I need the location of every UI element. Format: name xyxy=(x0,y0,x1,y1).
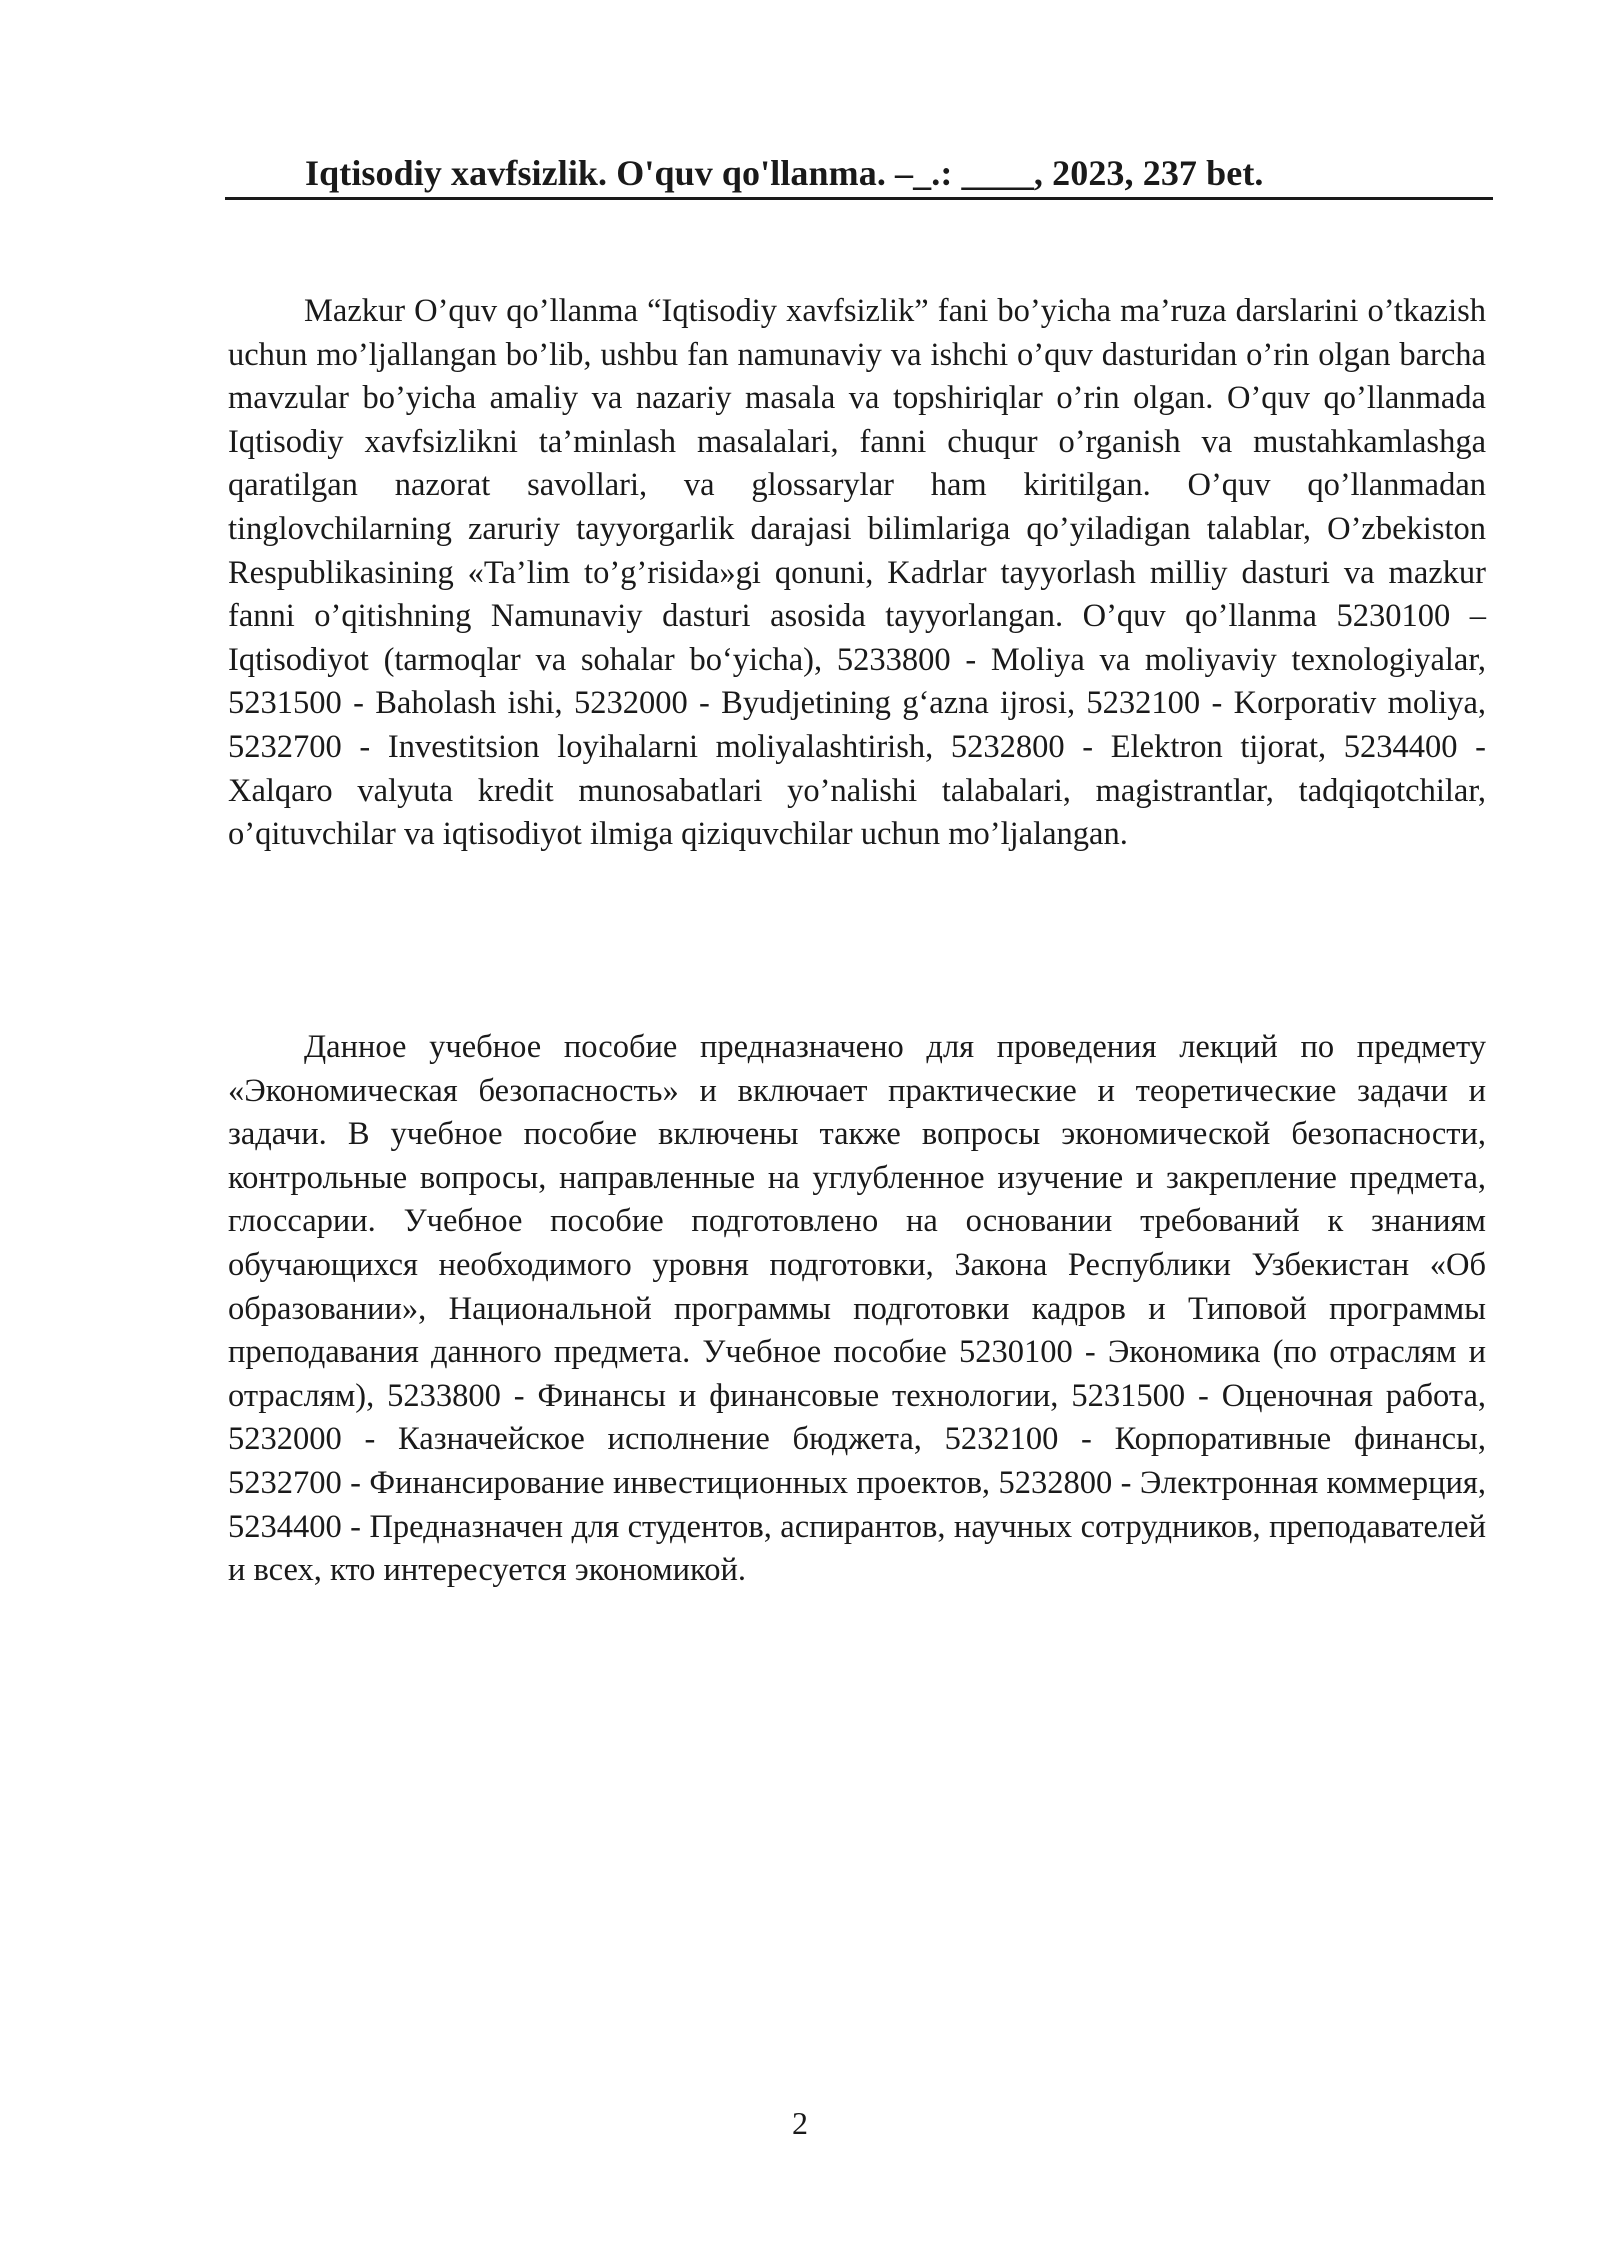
abstract-russian-paragraph: Данное учебное пособие предназначено для проведения лекций по предмету «Экономическая безопасность» и включает практические и теоретические задачи и задачи. В учебное пособие включены также вопросы экономической безопасности, контрольные вопросы, направленные на углубленное изучение и закрепление предмета, глоссарии. Учебное пособие подготовлено на основании требований к знаниям обучающихся необходимого уровня подготовки, Закона Республики Узбекистан «Об образовании», Национальной программы подготовки кадров и Типовой программы преподавания данного предмета. Учебное пособие 5230100 - Экономика (по отраслям и отраслям), 5233800 - Финансы и финансовые технологии, 5231500 - Оценочная работа, 5232000 - Казначейское исполнение бюджета, 5232100 - Корпоративные финансы, 5232700 - Финансирование инвестиционных проектов, 5232800 - Электронная коммерция, 5234400 - Предназначен для студентов, аспирантов, научных сотрудников, преподавателей и всех, кто интересуется экономикой. xyxy=(228,1029,1486,1589)
page-number: 2 xyxy=(792,2105,808,2141)
book-citation-header: Iqtisodiy xavfsizlik. O'quv qo'llanma. –_.: ____, 2023, 237 bet. xyxy=(305,153,1264,193)
abstract-uzbek-paragraph: Mazkur O’quv qo’llanma “Iqtisodiy xavfsizlik” fani bo’yicha ma’ruza darslarini o’tkazish uchun mo’ljallangan bo’lib, ushbu fan namunaviy va ishchi o’quv dasturidan o’rin olgan barcha mavzular bo’yicha amaliy va nazariy masala va topshiriqlar o’rin olgan. O’quv qo’llanmada Iqtisodiy xavfsizlikni ta’minlash masalalari, fanni chuqur o’rganish va mustahkamlashga qaratilgan nazorat savollari, va glossarylar ham kiritilgan. O’quv qo’llanmadan tinglovchilarning zaruriy tayyorgarlik darajasi bilimlariga qo’yiladigan talablar, O’zbekiston Respublikasining «Ta’lim to’g’risida»gi qonuni, Kadrlar tayyorlash milliy dasturi va mazkur fanni o’qitishning Namunaviy dasturi asosida tayyorlangan. O’quv qo’llanma 5230100 – Iqtisodiyot (tarmoqlar va sohalar bo‘yicha), 5233800 - Moliya va moliyaviy texnologiyalar, 5231500 - Baholash ishi, 5232000 - Byudjetining g‘azna ijrosi, 5232100 - Korporativ moliya, 5232700 - Investitsion loyihalarni moliyalashtirish, 5232800 - Elektron tijorat, 5234400 - Xalqaro valyuta kredit munosabatlari yo’nalishi talabalari, magistrantlar, tadqiqotchilar, o’qituvchilar va iqtisodiyot ilmiga qiziquvchilar uchun mo’ljalangan. xyxy=(228,293,1486,853)
header-underline xyxy=(225,197,1493,200)
